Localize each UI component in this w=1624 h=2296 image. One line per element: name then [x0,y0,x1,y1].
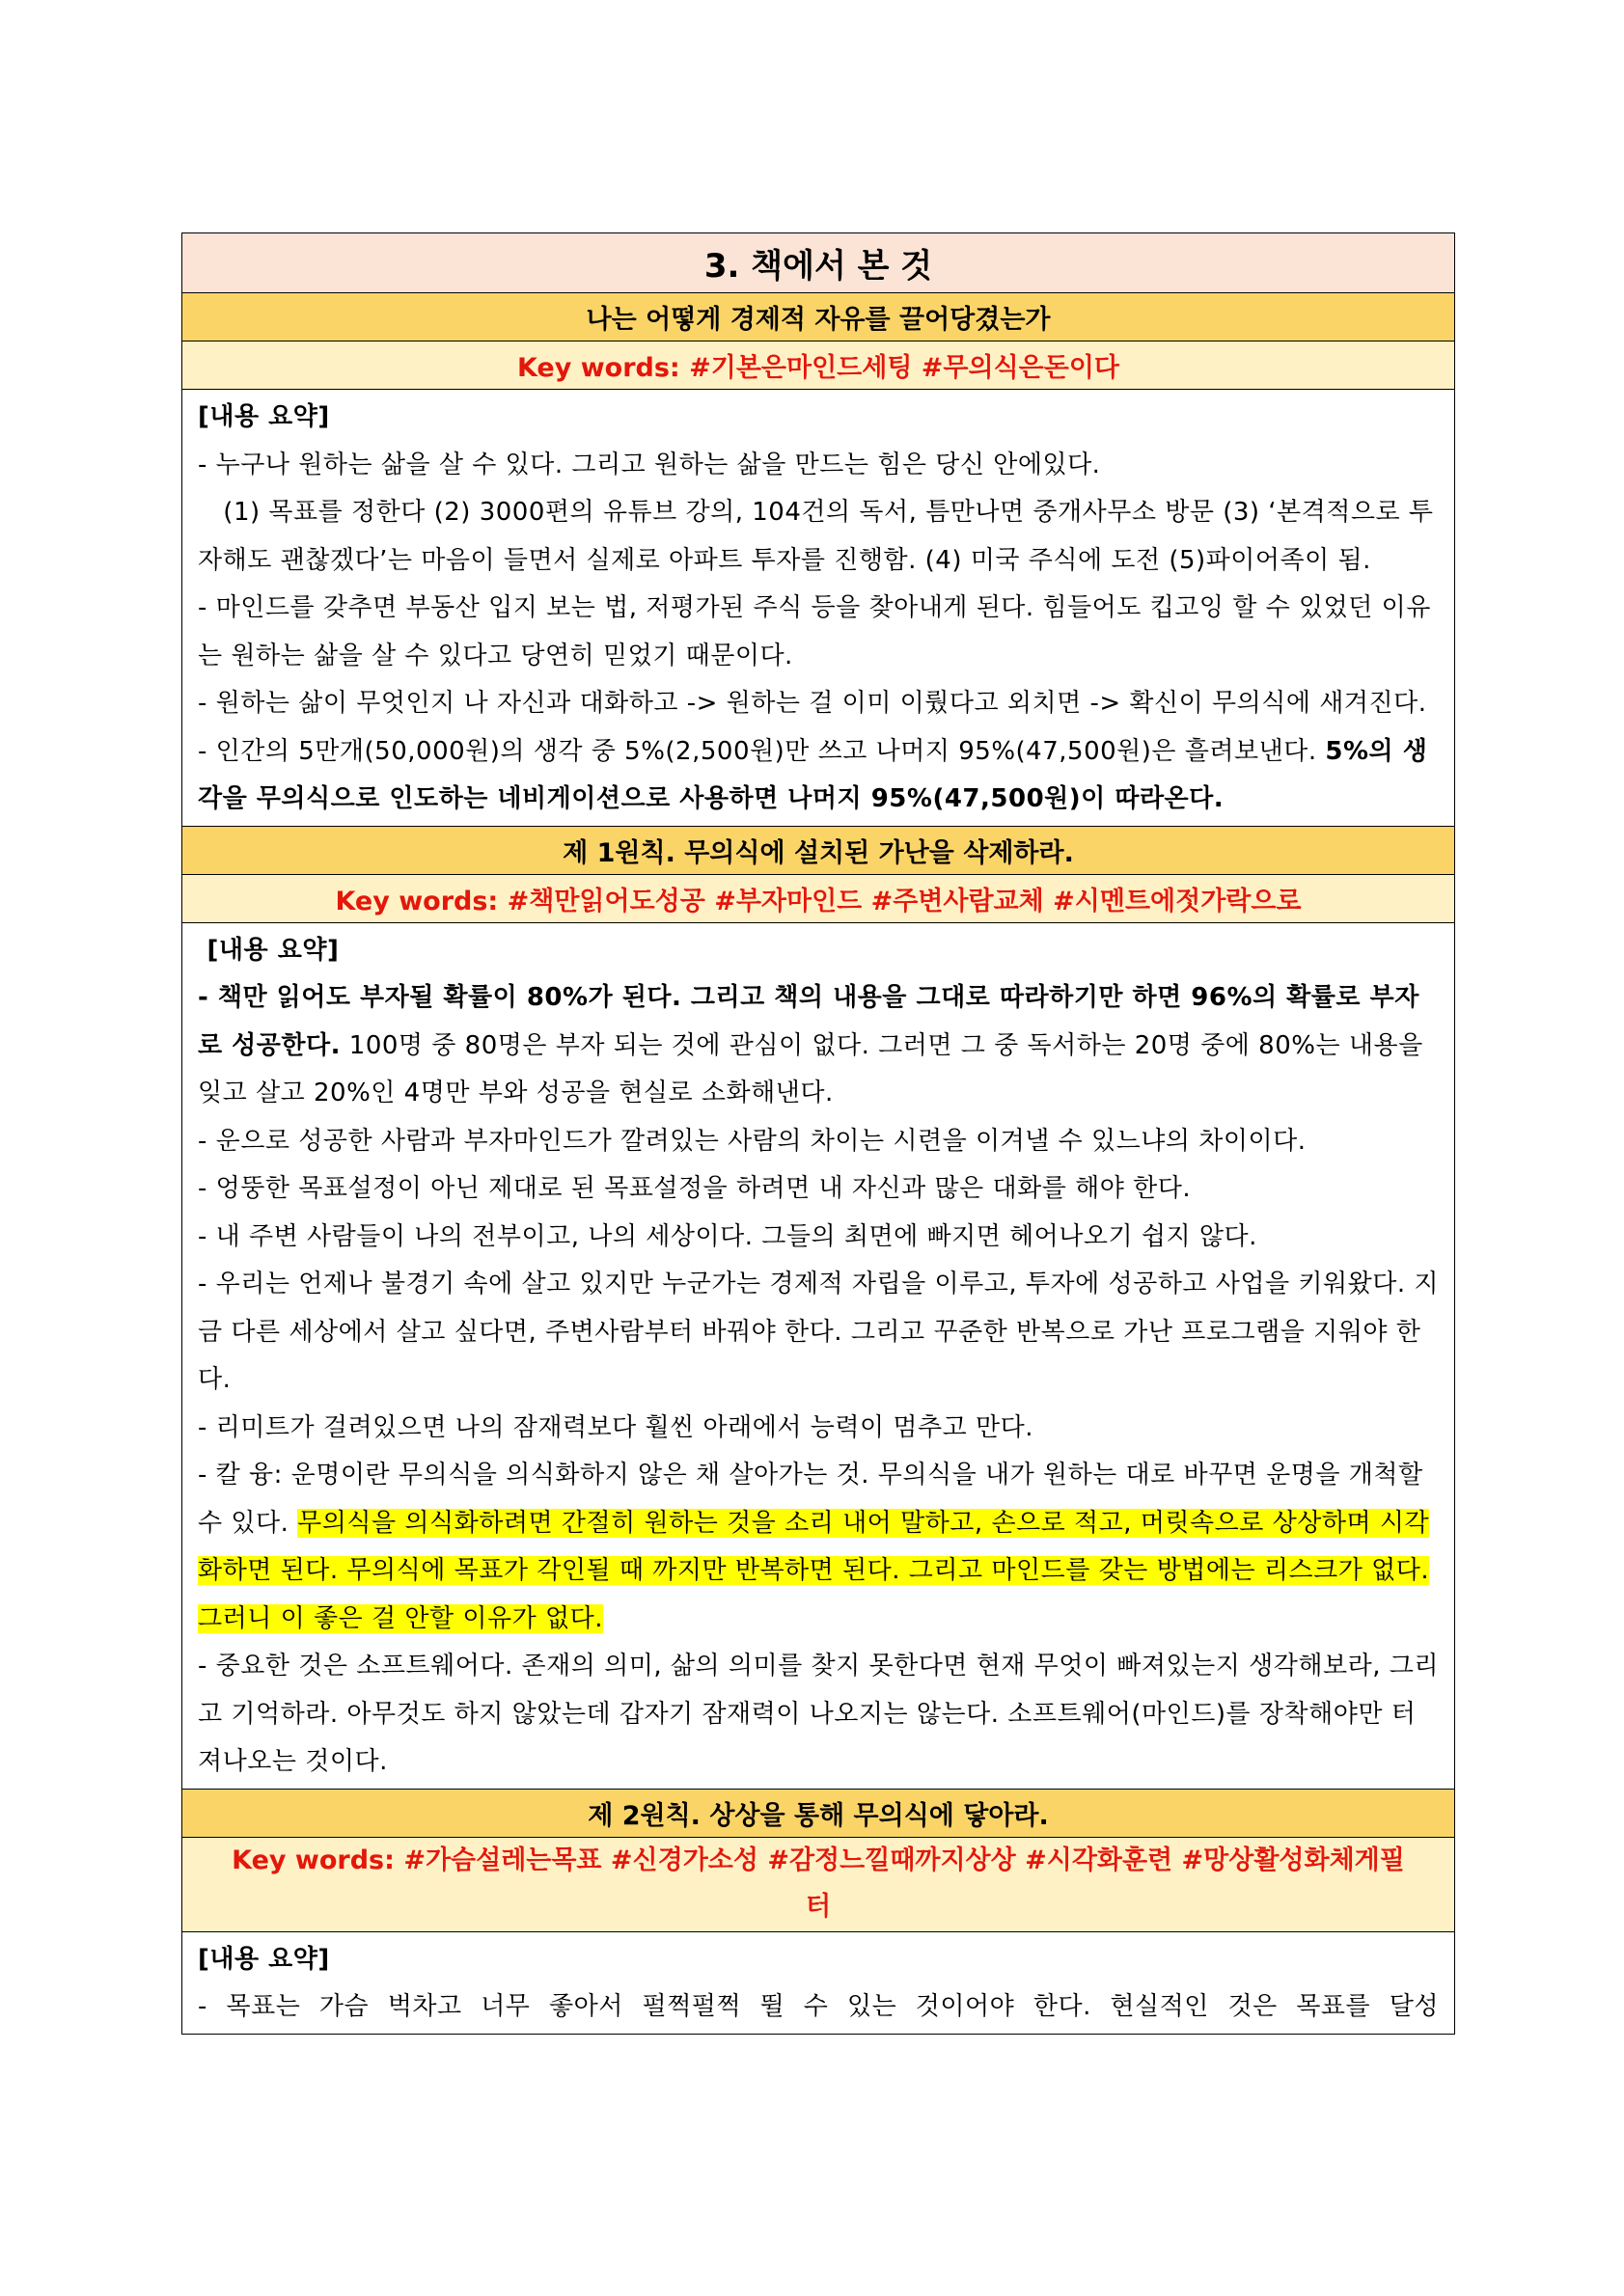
summary-block-2 [182,923,1454,1790]
summary-line [198,1452,1439,1643]
keywords-row-3 [182,1838,1454,1932]
summary-text: - 칼 융: 운명이란 무의식을 의식화하지 않은 채 살아가는 것. 무의식을 내가 원하는 대로 바꾸면 운명을 개척할 수 있다. [198,1461,1423,1538]
summary-line: (1) 목표를 정한다 (2) 3000편의 유튜브 강의, 104건의 독서, 틈만나면 중개사무소 방문 (3) ‘본격적으로 투자해도 괜찮겠다’는 마음이 들면서 실제로 아파트 투자를 진행함. (4) 미국 주식에 도전 (5)파이어족이 됨. [198,498,1434,575]
summary-line: - 누구나 원하는 삶을 살 수 있다. 그리고 원하는 삶을 만드는 힘은 당신 안에있다. [198,450,1101,479]
highlighted-text: 무의식을 의식화하려면 간절히 원하는 것을 소리 내어 말하고, 손으로 적고, 머릿속으로 상상하며 시각화하면 된다. 무의식에 목표가 각인될 때 까지만 반복하면 된다. 그리고 마인드를 갖는 방법에는 리스크가 없다. 그러니 이 좋은 걸 안할 이유가 없다. [198,1508,1430,1633]
principle-2-heading: 제 2원칙. 상상을 통해 무의식에 닿아라. [182,1790,1454,1838]
summary-line: - 중요한 것은 소프트웨어다. 존재의 의미, 삶의 의미를 찾지 못한다면 현재 무엇이 빠져있는지 생각해보라, 그리고 기억하라. 아무것도 하지 않았는데 갑자기 잠재력이 나오지는 않는다. 소프트웨어(마인드)를 장착해야만 터져나오는 것이다. [198,1652,1439,1776]
summary-label: [내용 요약] [198,402,330,431]
summary-block-3 [182,1932,1454,2034]
summary-line [198,728,1439,824]
keywords-row-1: Key words: #기본은마인드세팅 #무의식은돈이다 [182,342,1454,390]
summary-line: - 원하는 삶이 무엇인지 나 자신과 대화하고 -> 원하는 걸 이미 이뤘다고 외치면 -> 확신이 무의식에 새겨진다. [198,689,1427,718]
summary-line: - 우리는 언제나 불경기 속에 살고 있지만 누군가는 경제적 자립을 이루고, 투자에 성공하고 사업을 키워왔다. 지금 다른 세상에서 살고 싶다면, 주변사람부터 바꿔야 한다. 그리고 꾸준한 반복으로 가난 프로그램을 지워야 한다. [198,1270,1439,1394]
keywords-row-2: Key words: #책만읽어도성공 #부자마인드 #주변사람교체 #시멘트에젓가락으로 [182,875,1454,923]
summary-block-1 [182,390,1454,827]
keywords-line: 터 [805,1892,832,1922]
keywords-line: Key words: #가슴설레는목표 #신경가소성 #감정느낄때까지상상 #시각화훈련 #망상활성화체게필 [232,1845,1405,1875]
summary-line: - 리미트가 걸려있으면 나의 잠재력보다 훨씬 아래에서 능력이 멈추고 만다. [198,1412,1034,1442]
summary-text: 100명 중 80명은 부자 되는 것에 관심이 없다. 그러면 그 중 독서하는 20명 중에 80%는 내용을 잊고 살고 20%인 4명만 부와 성공을 현실로 소화해낸다. [198,1030,1423,1107]
summary-text: - 인간의 5만개(50,000원)의 생각 중 5%(2,500원)만 쓰고 나머지 95%(47,500원)은 흘려보낸다. [198,736,1326,766]
section-title: 3. 책에서 본 것 [182,233,1454,293]
summary-table [181,232,1455,2035]
summary-label: [내용 요약] [198,1944,330,1974]
summary-emphasis: 5%의 생각을 무의식으로 인도하는 네비게이션으로 사용하면 나머지 95%(47,500원)이 따라온다. [198,736,1428,813]
summary-line: - 내 주변 사람들이 나의 전부이고, 나의 세상이다. 그들의 최면에 빠지면 헤어나오기 쉽지 않다. [198,1221,1257,1251]
book-heading: 나는 어떻게 경제적 자유를 끌어당겼는가 [182,293,1454,342]
summary-line [198,974,1439,1118]
principle-1-heading: 제 1원칙. 무의식에 설치된 가난을 삭제하라. [182,827,1454,875]
summary-line: - 운으로 성공한 사람과 부자마인드가 깔려있는 사람의 차이는 시련을 이겨낼 수 있느냐의 차이이다. [198,1126,1307,1156]
summary-line: - 목표는 가슴 벅차고 너무 좋아서 펄쩍펄쩍 뛸 수 있는 것이어야 한다. 현실적인 것은 목표를 달성 [198,1992,1439,2021]
summary-line: - 엉뚱한 목표설정이 아닌 제대로 된 목표설정을 하려면 내 자신과 많은 대화를 해야 한다. [198,1174,1192,1203]
summary-line: - 마인드를 갖추면 부동산 입지 보는 법, 저평가된 주식 등을 찾아내게 된다. 힘들어도 킵고잉 할 수 있었던 이유는 원하는 삶을 살 수 있다고 당연히 믿었기 때문이다. [198,593,1431,670]
keywords-text [232,1838,1405,1930]
summary-emphasis: - 책만 읽어도 부자될 확률이 80%가 된다. 그리고 책의 내용을 그대로 따라하기만 하면 96%의 확률로 부자로 성공한다. [198,983,1419,1060]
summary-label: [내용 요약] [198,935,340,965]
